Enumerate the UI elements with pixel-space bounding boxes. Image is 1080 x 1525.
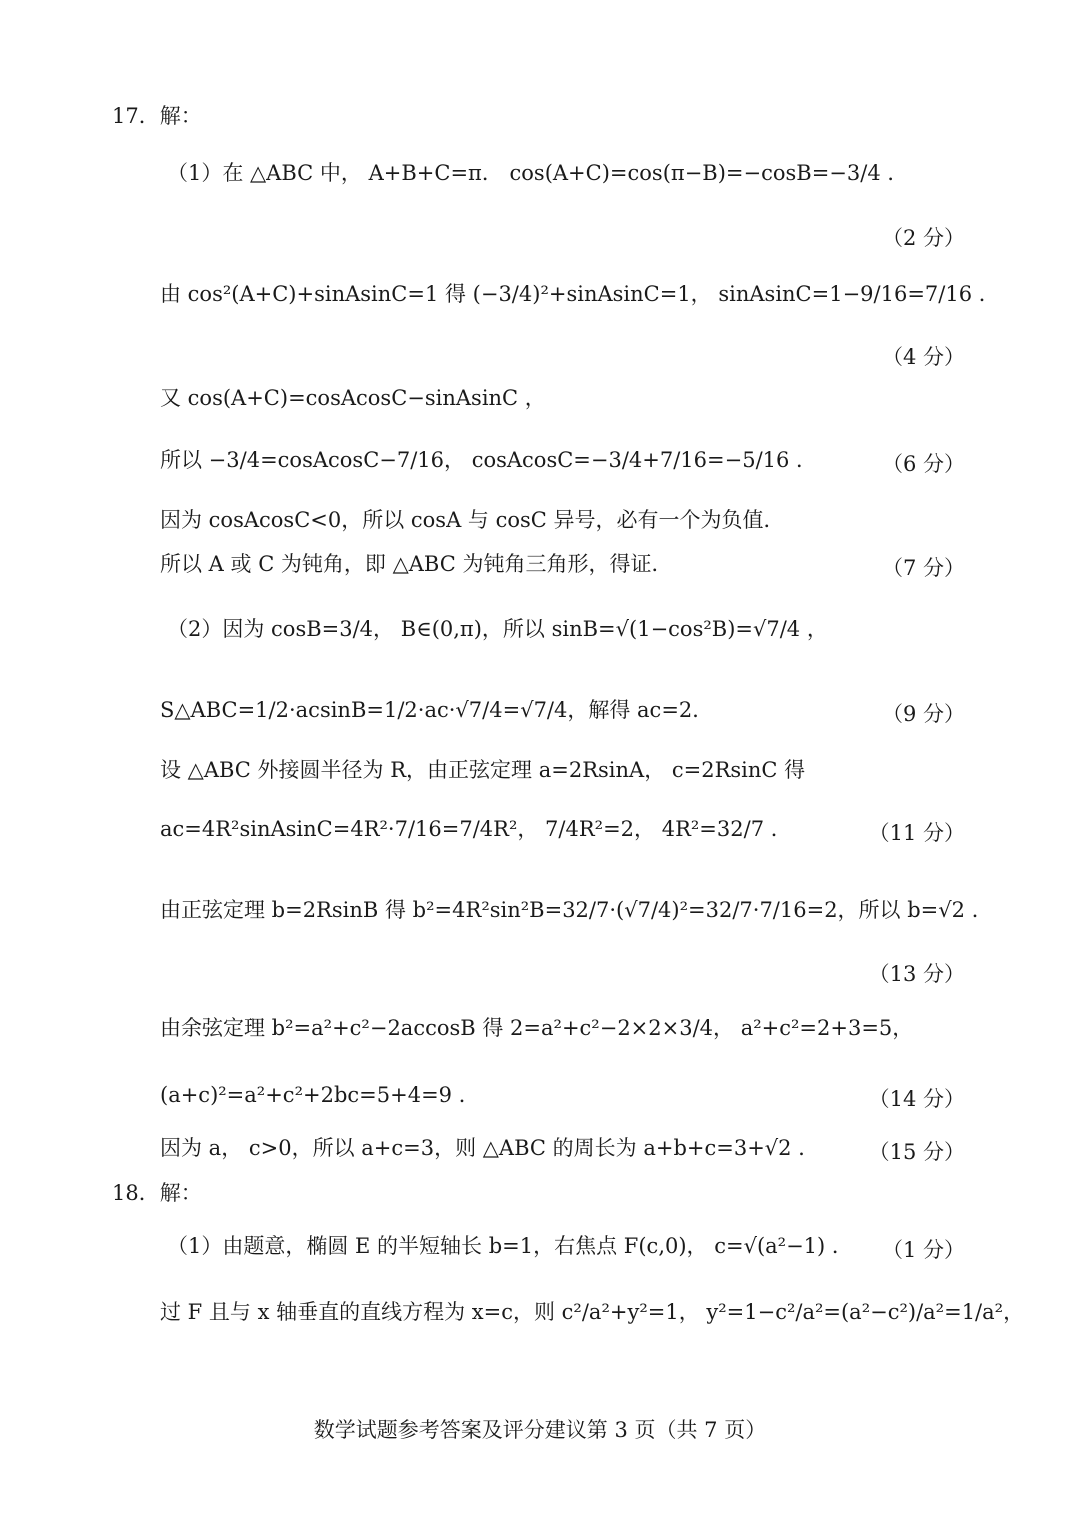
problem-18-line-2: 过 F 且与 x 轴垂直的直线方程为 x=c，则 c²/a²+y²=1， y²=1−c²/a²=(a²−c²)/a²=1/a²，: [160, 1300, 1025, 1324]
score-1: （1 分）: [881, 1238, 965, 1262]
problem-18-title: 18．解：: [112, 1181, 202, 1205]
page-footer: 数学试题参考答案及评分建议第 3 页（共 7 页）: [313, 1418, 767, 1442]
problem-17-line-13: (a+c)²=a²+c²+2bc=5+4=9 ．: [160, 1083, 480, 1107]
problem-18-line-1: （1）由题意，椭圆 E 的半短轴长 b=1，右焦点 F(c,0)， c=√(a²−1) ．: [167, 1234, 853, 1258]
problem-17-line-5: 因为 cosAcosC<0，所以 cosA 与 cosC 异号，必有一个为负值．: [160, 508, 785, 532]
problem-17-line-6: 所以 A 或 C 为钝角，即 △ABC 为钝角三角形，得证．: [160, 552, 673, 576]
problem-17-line-14: 因为 a， c>0，所以 a+c=3，则 △ABC 的周长为 a+b+c=3+√2 ．: [160, 1136, 820, 1160]
score-6: （6 分）: [881, 452, 965, 476]
problem-17-line-10: ac=4R²sinAsinC=4R²·7/16=7/4R²， 7/4R²=2， 4R²=32/7 ．: [160, 817, 792, 841]
score-15: （15 分）: [868, 1140, 965, 1164]
problem-17-line-11: 由正弦定理 b=2RsinB 得 b²=4R²sin²B=32/7·(√7/4)²=32/7·7/16=2，所以 b=√2 ．: [160, 898, 993, 922]
score-11: （11 分）: [868, 821, 965, 845]
problem-17-line-12: 由余弦定理 b²=a²+c²−2accosB 得 2=a²+c²−2×2×3/4， a²+c²=2+3=5，: [160, 1016, 914, 1040]
score-9: （9 分）: [881, 702, 965, 726]
score-14: （14 分）: [868, 1087, 965, 1111]
problem-17-line-8: S△ABC=1/2·acsinB=1/2·ac·√7/4=√7/4，解得 ac=2．: [160, 698, 714, 722]
problem-17-title: 17．解：: [112, 104, 202, 128]
problem-17-line-3: 又 cos(A+C)=cosAcosC−sinAsinC ，: [160, 386, 546, 410]
problem-17-line-7: （2）因为 cosB=3/4， B∈(0,π)，所以 sinB=√(1−cos²B)=√7/4 ，: [167, 617, 828, 641]
problem-17-line-4: 所以 −3/4=cosAcosC−7/16， cosAcosC=−3/4+7/16=−5/16 ．: [160, 448, 818, 472]
score-4: （4 分）: [881, 345, 965, 369]
problem-17-line-9: 设 △ABC 外接圆半径为 R，由正弦定理 a=2RsinA， c=2RsinC 得: [160, 758, 806, 782]
problem-17-line-1: （1）在 △ABC 中， A+B+C=π． cos(A+C)=cos(π−B)=−cosB=−3/4 ．: [167, 161, 909, 185]
problem-17-line-2: 由 cos²(A+C)+sinAsinC=1 得 (−3/4)²+sinAsinC=1， sinAsinC=1−9/16=7/16 ．: [160, 282, 1000, 306]
score-7: （7 分）: [881, 556, 965, 580]
score-13: （13 分）: [868, 962, 965, 986]
score-2: （2 分）: [881, 226, 965, 250]
